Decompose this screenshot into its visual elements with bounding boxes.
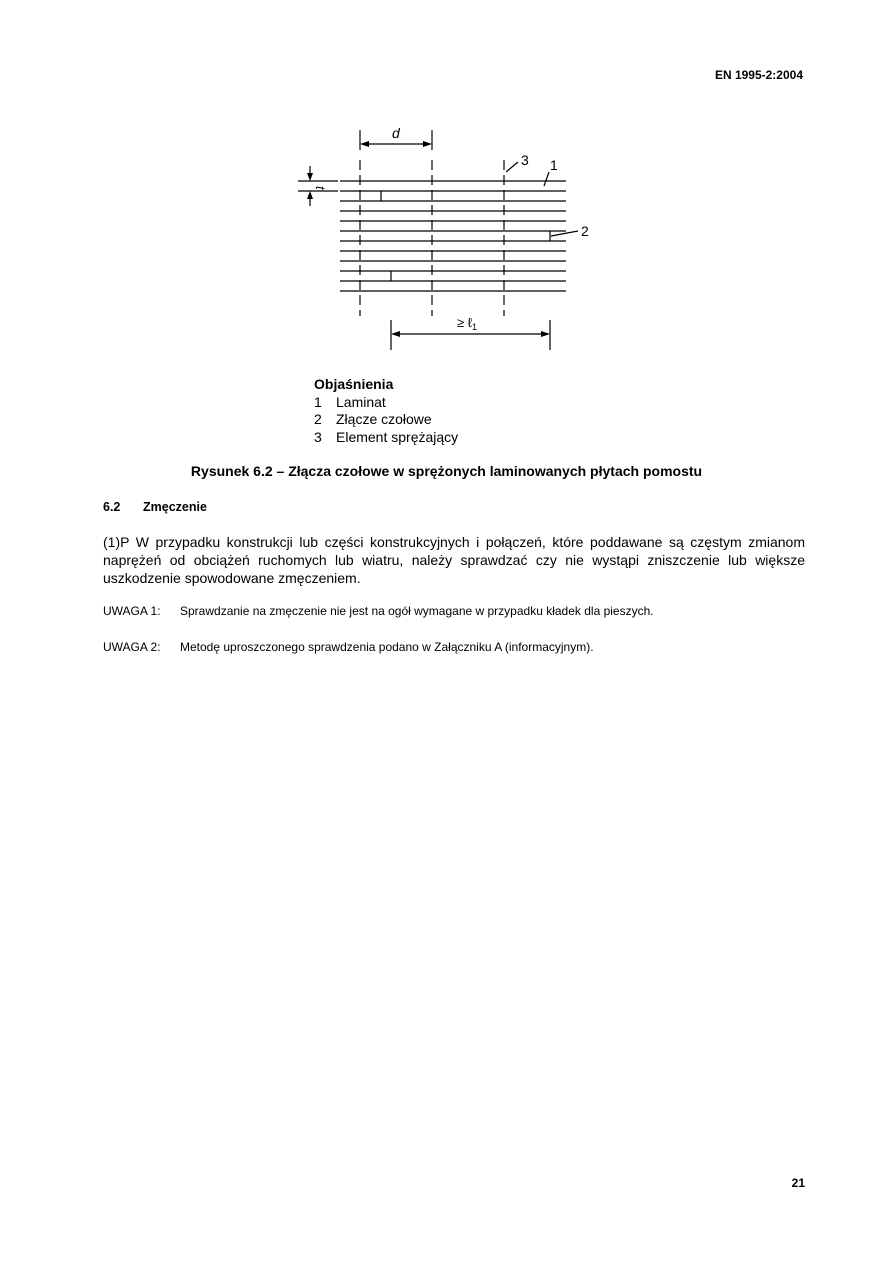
legend-item: 2 Złącze czołowe xyxy=(314,411,432,427)
note-2: UWAGA 2: Metodę uproszczonego sprawdzenia podano w Załączniku A (informacyjnym). xyxy=(103,640,594,654)
callout-1: 1 xyxy=(550,157,558,173)
figure-caption: Rysunek 6.2 – Złącza czołowe w sprężonych laminowanych płytach pomostu xyxy=(190,463,703,479)
body-paragraph: (1)P W przypadku konstrukcji lub części konstrukcyjnych i połączeń, które poddawane są częstym zmianom naprężeń od obciążeń ruchomych lub wiatru, należy sprawdzać czy nie wystąpi zniszczenie lub większe uszkodzenie spowodowane zmęczeniem. xyxy=(103,534,805,586)
figure-legend xyxy=(314,376,458,446)
page-number: 21 xyxy=(791,1176,805,1190)
legend-item: 1 Laminat xyxy=(314,393,386,410)
section-heading xyxy=(103,500,207,514)
note-1: UWAGA 1: Sprawdzanie na zmęczenie nie jest na ogół wymagane w przypadku kładek dla pieszych. xyxy=(103,604,654,618)
legend-title: Objaśnienia xyxy=(314,376,394,392)
dimension-t-label: t xyxy=(313,186,328,190)
section-title: Zmęczenie xyxy=(143,500,207,514)
butt-joint-figure xyxy=(290,120,610,360)
document-header: EN 1995-2:2004 xyxy=(714,68,803,82)
section-number: 6.2 xyxy=(103,500,121,514)
dimension-l1-label: ≥ ℓ$_1$ xyxy=(457,315,477,332)
dimension-d-label: d xyxy=(392,125,400,141)
callout-3: 3 xyxy=(521,152,529,168)
legend-item: 3 Element sprężający xyxy=(314,428,459,445)
callout-2: 2 xyxy=(581,223,589,239)
